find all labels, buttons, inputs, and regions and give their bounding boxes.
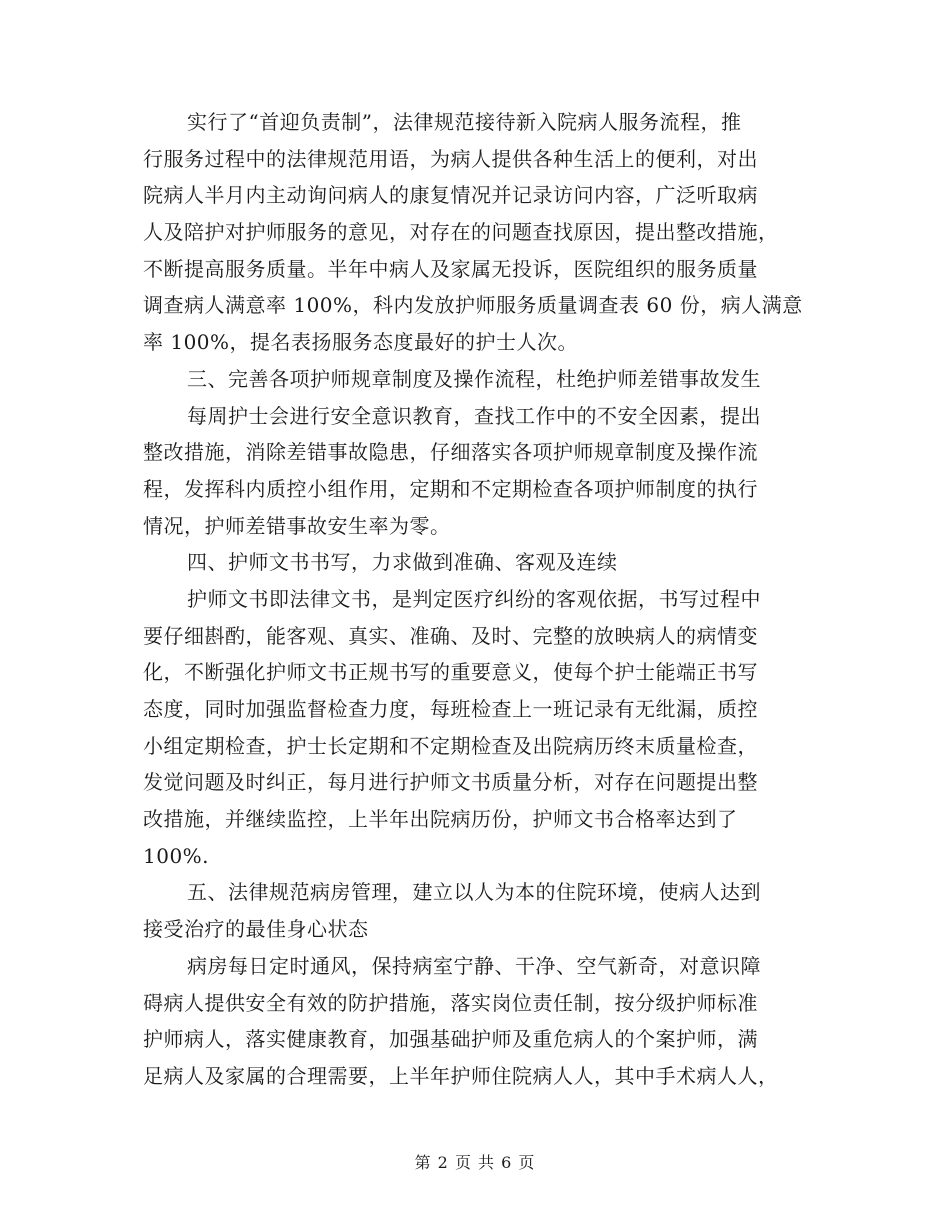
text-line: 程，发挥科内质控小组作用，定期和不定期检查各项护师制度的执行 [143, 476, 758, 501]
text-line: 病房每日定时通风，保持病室宁静、干净、空气新奇，对意识障 [187, 953, 761, 978]
text-line: 情况，护师差错事故安生率为零。 [143, 513, 451, 538]
text-line: 发觉问题及时纠正，每月进行护师文书质量分析，对存在问题提出整 [143, 770, 758, 795]
text-line: 护师病人，落实健康教育，加强基础护师及重危病人的个案护师，满 [143, 1027, 758, 1052]
text-line: 人及陪护对护师服务的意见，对存在的问题查找原因，提出整改措施， [143, 220, 779, 245]
text-line: 碍病人提供安全有效的防护措施，落实岗位责任制，按分级护师标准 [143, 990, 758, 1015]
text-line: 足病人及家属的合理需要，上半年护师住院病人人，其中手术病人人， [143, 1063, 779, 1088]
text-line: 不断提高服务质量。半年中病人及家属无投诉，医院组织的服务质量 [143, 256, 758, 281]
page-number: 第 2 页 共 6 页 [414, 1153, 536, 1172]
section-heading: 接受治疗的最佳身心状态 [143, 917, 369, 942]
text-line: 小组定期检查，护士长定期和不定期检查及出院病历终末质量检查， [143, 733, 758, 758]
text-line: 要仔细斟酌，能客观、真实、准确、及时、完整的放映病人的病情变 [143, 623, 758, 648]
text-line: 实行了“首迎负责制”，法律规范接待新入院病人服务流程，推 [187, 110, 742, 134]
text-line: 调查病人满意率 100%，科内发放护师服务质量调查表 60 份，病人满意 [143, 293, 803, 318]
text-line: 改措施，并继续监控，上半年出院病历份，护师文书合格率达到了 [143, 807, 738, 832]
text-line: 行服务过程中的法律规范用语，为病人提供各种生活上的便利，对出 [143, 146, 758, 171]
text-line: 院病人半月内主动询问病人的康复情况并记录访问内容，广泛听取病 [143, 183, 758, 208]
section-heading: 三、完善各项护师规章制度及操作流程，杜绝护师差错事故发生 [187, 366, 761, 391]
text-line: 整改措施，消除差错事故隐患，仔细落实各项护师规章制度及操作流 [143, 440, 758, 465]
section-heading: 四、护师文书书写，力求做到准确、客观及连续 [187, 550, 618, 575]
text-line: 每周护士会进行安全意识教育，查找工作中的不安全因素，提出 [187, 403, 761, 428]
text-line: 态度，同时加强监督检查力度，每班检查上一班记录有无纰漏，质控 [143, 697, 758, 721]
text-line: 100%. [143, 843, 210, 868]
section-heading: 五、法律规范病房管理，建立以人为本的住院环境，使病人达到 [187, 880, 761, 905]
text-line: 护师文书即法律文书，是判定医疗纠纷的客观依据，书写过程中 [187, 586, 761, 611]
document-body [143, 104, 813, 1095]
text-line: 率 100%，提名表扬服务态度最好的护士人次。 [143, 330, 579, 355]
text-line: 化，不断强化护师文书正规书写的重要意义，使每个护士能端正书写 [143, 660, 758, 685]
